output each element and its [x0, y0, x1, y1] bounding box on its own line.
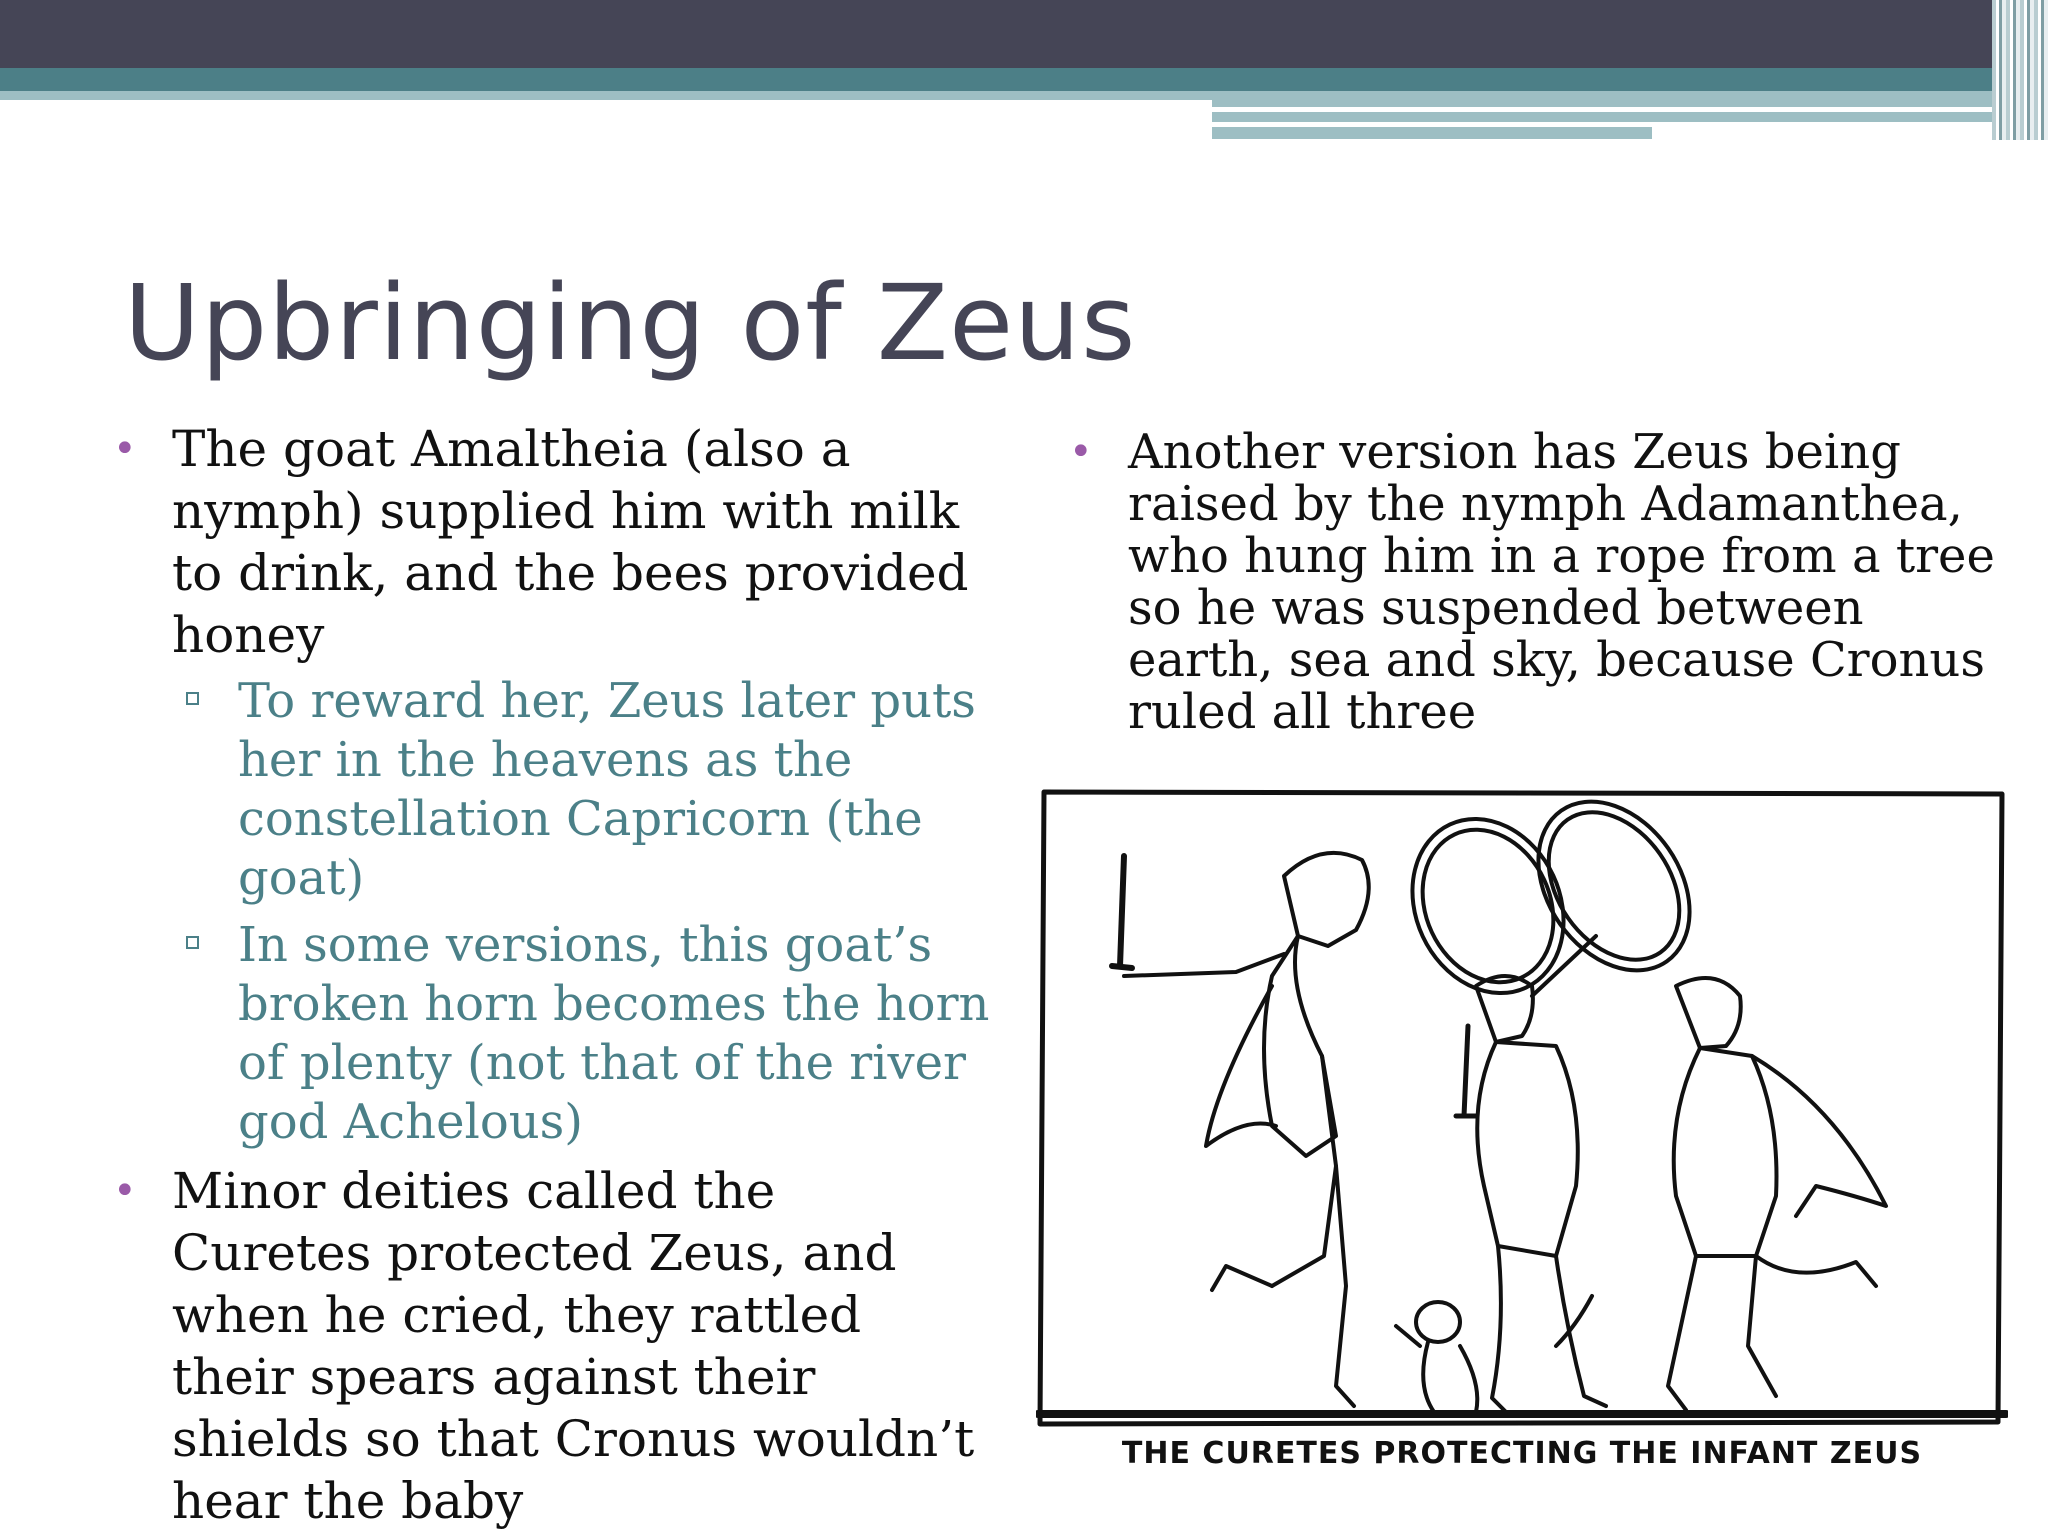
curetes-illustration: [1036, 786, 2008, 1468]
header-step-band: [1212, 91, 1992, 107]
sub-bullet-item: [172, 672, 990, 908]
sub-bullet-text: To reward her, Zeus later puts her in the heavens as the constellation Capricorn (the goat): [238, 673, 976, 906]
header-stripes: [1992, 0, 2048, 140]
square-bullet-icon: [186, 936, 199, 949]
bullet-text: Minor deities called the Curetes protected Zeus, and when he cried, they rattled their spears against their shields so that Cronus wouldn’t hear the baby: [172, 1162, 975, 1530]
header-step-band: [1212, 112, 1992, 122]
sub-bullet-item: [172, 916, 990, 1152]
bullet-dot-icon: •: [1069, 429, 1093, 475]
image-caption: THE CURETES PROTECTING THE INFANT ZEUS: [1121, 1436, 1923, 1471]
bullet-text: Another version has Zeus being raised by the nymph Adamanthea, who hung him in a rope from a tree so he was suspended between earth, sea and sky, because Cronus ruled all three: [1128, 424, 1995, 740]
right-column: [1066, 426, 2006, 738]
bullet-item: [110, 418, 990, 666]
bullet-dot-icon: •: [113, 426, 137, 472]
bullet-item: [110, 1160, 990, 1532]
header-band-teal: [0, 68, 1992, 91]
header-band-dark: [0, 0, 2048, 68]
square-bullet-icon: [186, 692, 199, 705]
header-step-band: [1212, 127, 1652, 139]
header-band-light: [0, 91, 1212, 100]
bullet-item: [1066, 426, 2006, 738]
slide-title: Upbringing of Zeus: [124, 262, 1137, 384]
bullet-text: The goat Amaltheia (also a nymph) supplied him with milk to drink, and the bees provided honey: [172, 420, 969, 664]
sub-bullet-text: In some versions, this goat’s broken horn becomes the horn of plenty (not that of the river god Achelous): [238, 917, 990, 1150]
left-column: [110, 418, 990, 1532]
bullet-dot-icon: •: [113, 1168, 137, 1214]
